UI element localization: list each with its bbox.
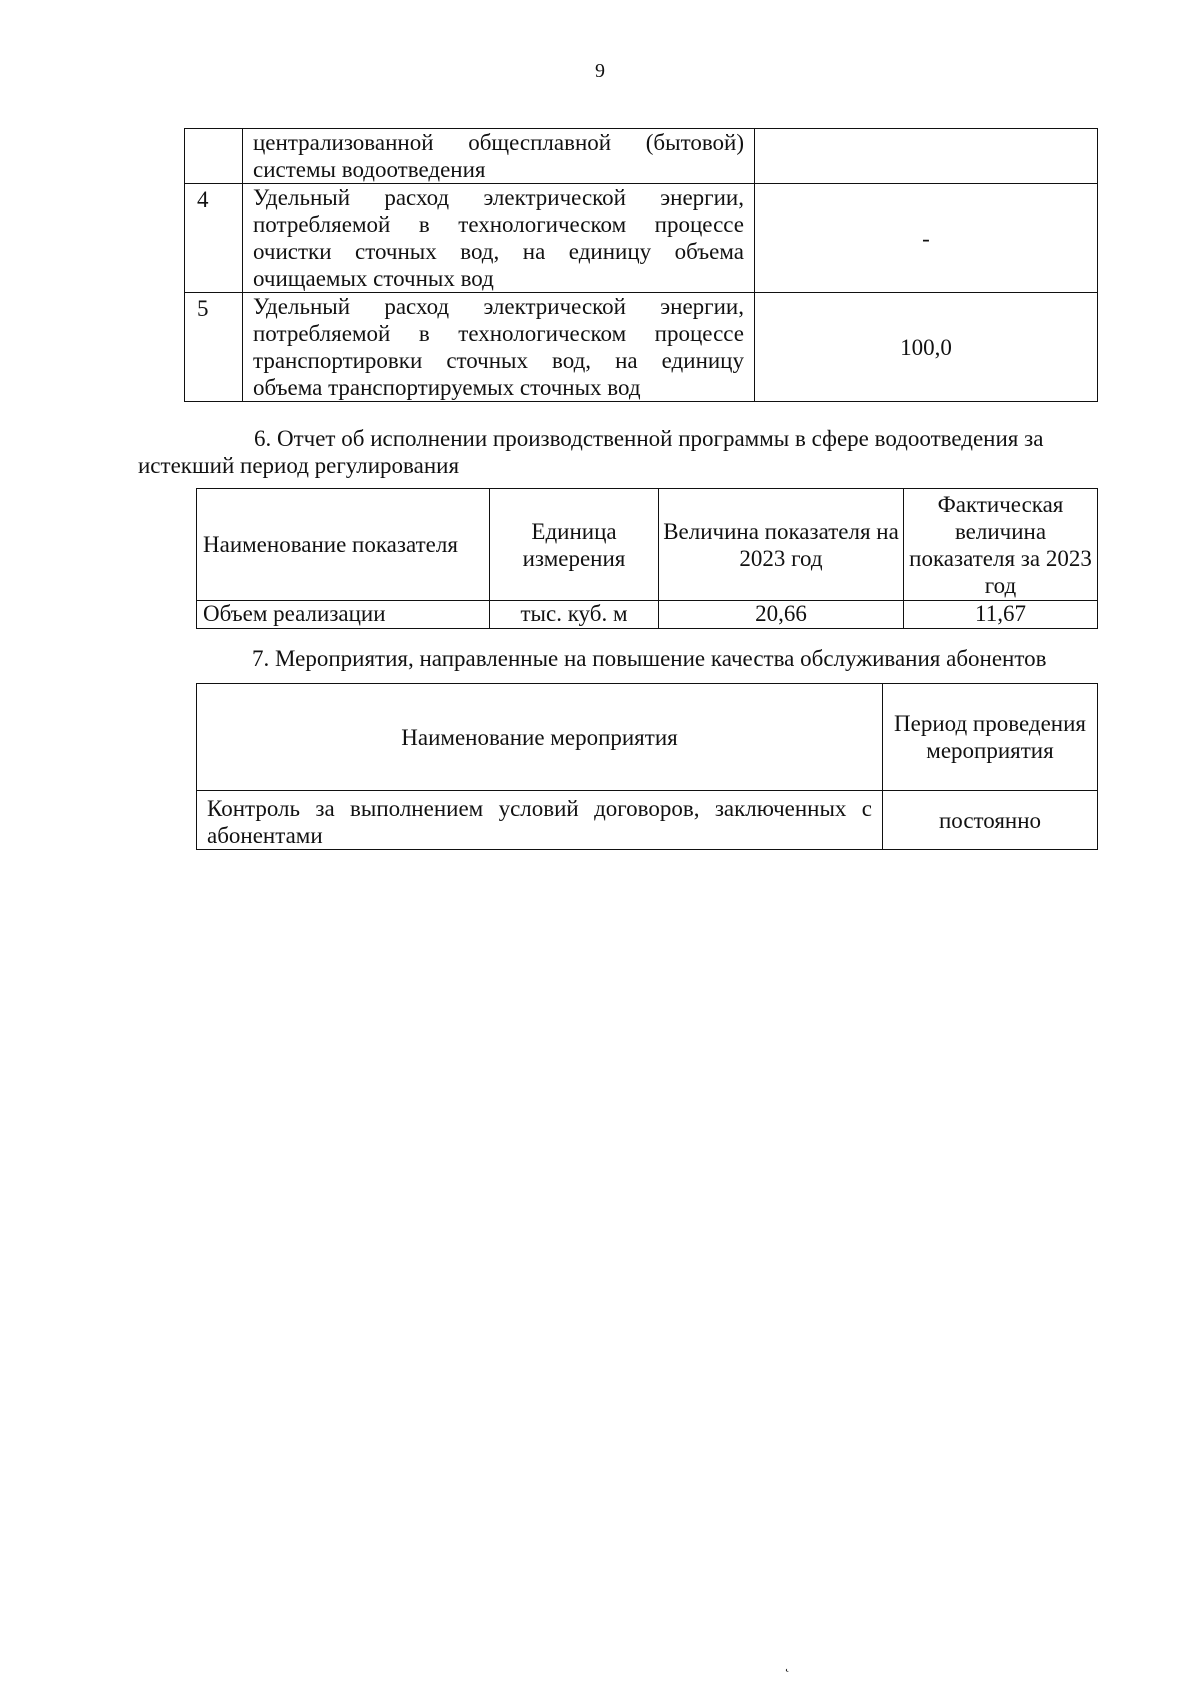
- row-number: 4: [185, 184, 243, 293]
- text-line: очищаемых сточных вод: [253, 266, 494, 291]
- indicators-table-continued: [184, 128, 1098, 402]
- heading-line: истекший период регулирования: [138, 453, 460, 478]
- table-cell: постоянно: [883, 791, 1098, 850]
- indicator-value: 100,0: [755, 293, 1098, 402]
- row-number: [185, 129, 243, 184]
- table-cell: тыс. куб. м: [490, 601, 659, 629]
- table-cell: 20,66: [659, 601, 904, 629]
- indicator-name: [243, 129, 755, 184]
- text-line: потребляемой в технологическом процессе: [253, 321, 744, 346]
- column-header: Фактическая величина показателя за 2023 год: [904, 489, 1098, 601]
- page-number: 9: [595, 60, 605, 82]
- column-header: Наименование мероприятия: [197, 684, 883, 791]
- section-7-heading: 7. Мероприятия, направленные на повышение качества обслуживания абонентов: [252, 646, 1047, 671]
- column-header: Величина показателя на 2023 год: [659, 489, 904, 601]
- production-program-report-table: [196, 488, 1098, 629]
- text-line: централизованной общесплавной (бытовой): [253, 130, 744, 155]
- text-line: Удельный расход электрической энергии,: [253, 294, 744, 319]
- indicator-name: [243, 293, 755, 402]
- text-line: транспортировки сточных вод, на единицу: [253, 348, 744, 373]
- indicator-value: -: [755, 184, 1098, 293]
- text-line: очистки сточных вод, на единицу объема: [253, 239, 744, 264]
- table-row: [185, 184, 1098, 293]
- text-line: системы водоотведения: [253, 157, 486, 182]
- table-header-row: [197, 489, 1098, 601]
- column-header: Единица измерения: [490, 489, 659, 601]
- table-cell: 11,67: [904, 601, 1098, 629]
- column-header: Наименование показателя: [197, 489, 490, 601]
- heading-line: 6. Отчет об исполнении производственной программы в сфере водоотведения за: [254, 426, 1044, 451]
- indicator-name: [243, 184, 755, 293]
- scan-dot: ˛: [785, 1658, 790, 1673]
- table-row: [185, 129, 1098, 184]
- row-number: 5: [185, 293, 243, 402]
- table-row: [197, 791, 1098, 850]
- text-line: Удельный расход электрической энергии,: [253, 185, 744, 210]
- table-cell: Контроль за выполнением условий договоров, заключенных с абонентами: [197, 791, 883, 850]
- text-line: объема транспортируемых сточных вод: [253, 375, 641, 400]
- indicator-value: [755, 129, 1098, 184]
- text-line: потребляемой в технологическом процессе: [253, 212, 744, 237]
- table-header-row: [197, 684, 1098, 791]
- table-row: [185, 293, 1098, 402]
- section-6-heading: [138, 425, 1102, 479]
- table-row: [197, 601, 1098, 629]
- service-quality-measures-table: [196, 683, 1098, 850]
- column-header: Период проведения мероприятия: [883, 684, 1098, 791]
- table-cell: Объем реализации: [197, 601, 490, 629]
